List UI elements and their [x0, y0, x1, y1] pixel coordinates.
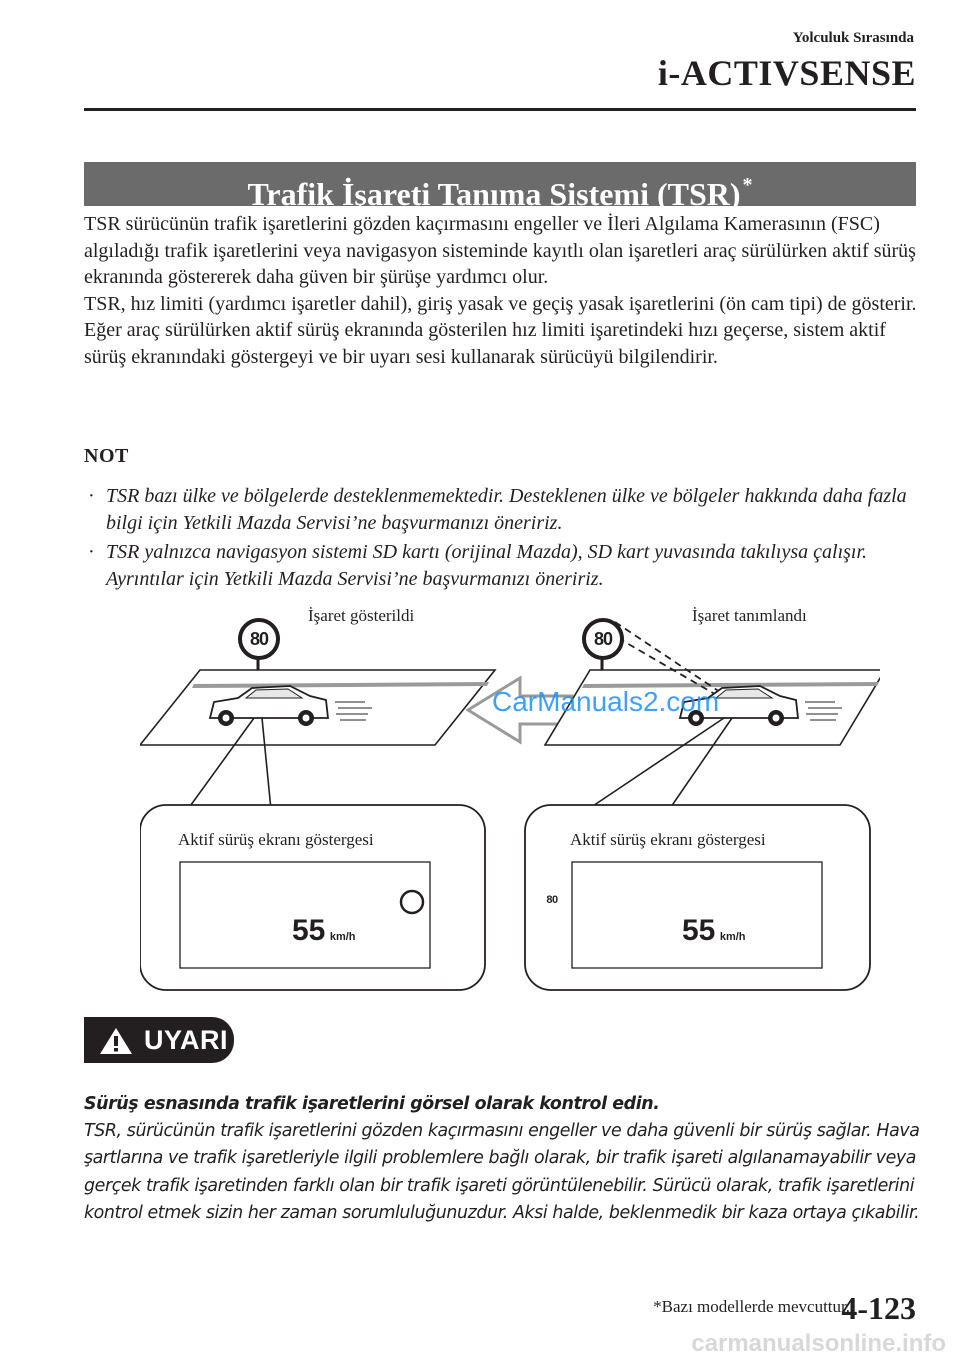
note-item-text: TSR bazı ülke ve bölgelerde desteklenmemektedir. Desteklenen ülke ve bölgeler hakkında daha fazla bilgi için Yetkili Mazda Servisi’ne başvurmanızı öneririz.	[106, 485, 907, 534]
right-display-label: Aktif sürüş ekranı göstergesi	[570, 830, 766, 849]
section-title-bar	[84, 162, 916, 212]
warning-body: TSR, sürücünün trafik işaretlerini gözden kaçırmasını engeller ve daha güvenli bir sürüş sağlar. Hava şartlarına ve trafik işaretleriyle ilgili problemlere bağlı olarak, bir trafik işareti algılanamayabilir veya gerçek trafik işaretinden farklı olan bir trafik işareti görüntülenebilir. Sürücü olarak, trafik işaretlerini kontrol etmek sizin her zaman sorumluluğunuzdur. Aksi halde, beklenmedik bir kaza ortaya çıkabilir.	[84, 1121, 920, 1223]
footnote: *Bazı modellerde mevcuttur.	[653, 1297, 850, 1316]
right-speed-value: 55	[682, 914, 716, 947]
left-speed-value: 55	[292, 914, 326, 947]
tsr-diagram-illustration	[140, 600, 880, 1000]
left-display-label: Aktif sürüş ekranı göstergesi	[178, 830, 374, 849]
intro-paragraph: TSR, hız limiti (yardımcı işaretler dahil), giriş yasak ve geçiş yasak işaretlerini (ön cam tipi) de gösterir.	[84, 292, 917, 315]
bullet-icon: ·	[88, 485, 95, 507]
right-speed-limit-sign-icon	[582, 618, 624, 660]
page-number: 4-123	[841, 1290, 916, 1326]
warning-text	[84, 1091, 926, 1227]
footer-watermark: carmanualsonline.info	[691, 1330, 946, 1357]
left-sign-value: 80	[249, 629, 269, 649]
diagram-watermark: CarManuals2.com	[492, 686, 720, 717]
tsr-diagram	[140, 600, 880, 1000]
left-scene-caption: İşaret gösterildi	[308, 606, 415, 625]
warning-heading: Sürüş esnasında trafik işaretlerini görsel olarak kontrol edin.	[84, 1094, 660, 1114]
note-item	[88, 483, 918, 536]
note-item-text: TSR yalnızca navigasyon sistemi SD kartı (orijinal Mazda), SD kart yuvasında takılıysa çalışır. Ayrıntılar için Yetkili Mazda Servisi’ne başvurmanızı öneririz.	[106, 541, 868, 590]
header-rule	[84, 108, 916, 111]
right-sign-value: 80	[593, 629, 613, 649]
warning-triangle-icon	[98, 1026, 134, 1056]
section-title: Trafik İşareti Tanıma Sistemi (TSR)	[247, 176, 741, 212]
bullet-icon: ·	[88, 541, 95, 563]
warning-label: UYARI	[144, 1025, 229, 1055]
header-chapter: i-ACTIVSENSE	[657, 53, 916, 93]
intro-text	[84, 211, 920, 370]
right-speed-readout	[682, 914, 746, 948]
header-section: Yolculuk Sırasında	[792, 30, 914, 46]
note-list	[88, 483, 918, 595]
right-speed-unit: km/h	[719, 931, 746, 943]
title-footnote-marker: *	[742, 174, 753, 196]
display-sign-value: 80	[546, 894, 558, 906]
note-item	[88, 539, 918, 592]
intro-paragraph: TSR sürücünün trafik işaretlerini gözden kaçırmasını engeller ve İleri Algılama Kamerasının (FSC) algıladığı trafik işaretlerini veya navigasyon sisteminde kayıtlı olan işaretleri araç sürülürken aktif sürüş ekranında göstererek daha güven bir şürüşe yardımcı olur.	[84, 213, 916, 288]
left-speed-limit-sign-icon	[238, 618, 280, 660]
warning-badge	[84, 1017, 234, 1063]
left-speed-readout	[292, 914, 356, 948]
note-label: NOT	[84, 445, 129, 467]
right-scene-caption: İşaret tanımlandı	[692, 606, 807, 625]
left-speed-unit: km/h	[329, 931, 356, 943]
intro-paragraph: Eğer araç sürülürken aktif sürüş ekranında gösterilen hız limiti işaretindeki hızı geçerse, sistem aktif sürüş ekranındaki göstergeyi ve bir uyarı sesi kullanarak sürücüyü bilgilendirir.	[84, 319, 886, 368]
